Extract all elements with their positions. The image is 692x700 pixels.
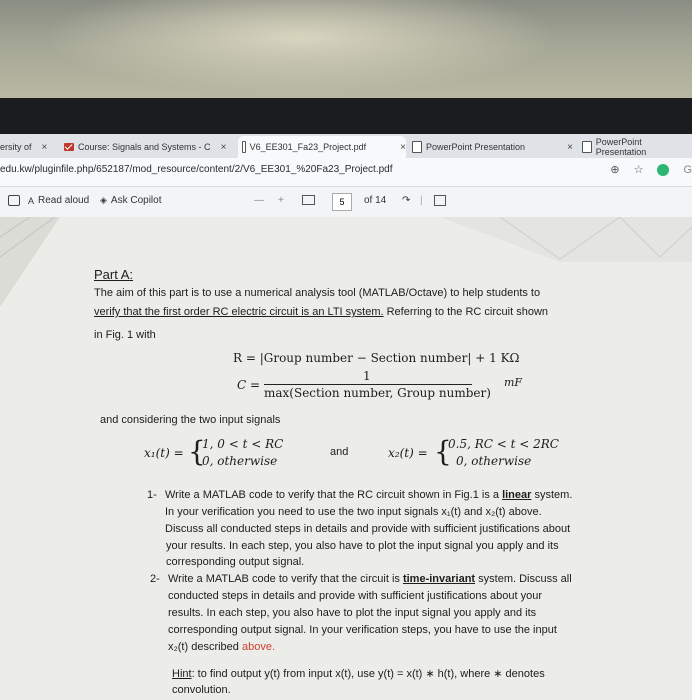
contents-icon [8,195,20,206]
tab-university[interactable] [0,136,60,158]
item-1-line-5: corresponding output signal. [166,556,305,568]
pdf-toolbar [0,187,692,218]
x1-lhs: x₁(t) = [144,446,184,460]
read-aloud-label: Read aloud [38,195,90,206]
item-2-text: Write a MATLAB code to verify that the circuit is [168,573,403,585]
tab-powerpoint-2[interactable] [582,136,692,158]
tab-label: PowerPoint Presentation [595,137,647,157]
tab-label: ersity of [0,142,32,152]
tab-label: V6_EE301_Fa23_Project.pdf [249,142,367,152]
item-1-line-4: your results. In each step, you also have to plot the input signal you apply and its [166,540,559,552]
close-icon[interactable]: × [220,141,227,153]
draw-icon[interactable]: ↷ [402,195,411,206]
url-field[interactable]: edu.kw/pluginfile.php/652187/mod_resource/content/2/V6_EE301_%20Fa23_Project.pdf [0,164,393,175]
tab-label: PowerPoint Presentation [426,142,526,152]
x1-case-1: 1, 0 < t < RC [202,437,284,451]
x2-brace: { [434,435,452,468]
item-2-line-3: results. In each step, you also have to plot the input signal you apply and its [168,607,537,619]
item-1-tail: system. [531,489,573,501]
intro-line-3: in Fig. 1 with [94,329,156,341]
document-icon [242,141,246,153]
equation-c-numerator: 1 [363,369,371,383]
item-2-line-5 [168,639,275,655]
item-2-line-2: conducted steps in details and provide with sufficient justifications about your [168,590,543,602]
x2-lhs: x₂(t) = [388,446,428,460]
refresh-extension-icon[interactable]: G [683,163,692,176]
zoom-out-button[interactable]: — [254,195,264,206]
photo-background [0,0,692,98]
intro-line-2 [94,304,548,320]
x1-case-2: 0, otherwise [202,454,278,468]
ask-copilot-button[interactable] [100,195,162,206]
above-highlight: above. [241,641,275,653]
hint-line [172,666,545,682]
item-2-line-4: corresponding output signal. In your verification steps, you have to use the input [168,624,557,636]
item-2-line-5-text: x₂(t) described [168,641,242,653]
pdf-page [0,217,692,700]
zoom-in-button[interactable]: + [278,195,284,206]
and-text: and [330,446,349,458]
light-glare [40,0,560,95]
mail-icon [64,143,74,151]
browser-tab-bar [0,134,692,158]
favorite-star-icon[interactable]: ☆ [633,164,644,176]
hint-text: : to find output y(t) from input x(t), use y(t) = x(t) ∗ h(t), where ∗ denotes [191,668,545,680]
item-1-line-1 [165,487,572,503]
x2-case-2: 0, otherwise [456,454,532,468]
read-aloud-button[interactable] [28,195,89,206]
part-heading: Part A: [94,267,134,282]
document-content [0,217,692,700]
tab-course[interactable] [64,136,232,158]
item-2-number: 2- [150,573,160,585]
zoom-icon[interactable]: ⊕ [610,164,620,176]
ask-copilot-label: Ask Copilot [110,195,162,206]
hint-line-2: convolution. [172,684,231,696]
copilot-icon: ◈ [100,195,107,205]
tab-label: Course: Signals and Systems - C [78,142,211,152]
fit-page-icon[interactable] [302,195,315,205]
intro-line-1: The aim of this part is to use a numerical analysis tool (MATLAB/Octave) to help students to [94,287,541,299]
document-icon [582,141,592,153]
linear-keyword: linear [502,489,532,501]
tab-powerpoint-1[interactable] [412,136,576,158]
item-2-line-1 [168,571,572,587]
tab-project-pdf[interactable] [238,136,406,158]
item-2-tail: system. Discuss all [475,573,572,585]
contents-button[interactable] [8,195,20,206]
item-1-text: Write a MATLAB code to verify that the RC circuit shown in Fig.1 is a [165,489,503,501]
item-1-line-3: Discuss all conducted steps in details and provide with sufficient justifications about [165,523,571,535]
intro-underlined: verify that the first order RC electric circuit is an LTI system. [94,306,384,318]
close-icon[interactable]: × [400,141,406,153]
address-bar-actions [610,163,692,176]
read-aloud-icon: A [28,195,35,206]
page-view-icon[interactable] [434,195,446,206]
page-count: of 14 [364,195,387,206]
close-icon[interactable]: × [41,141,48,153]
document-icon [412,141,422,153]
intro-tail: Referring to the RC circuit shown [383,306,548,318]
consider-text: and considering the two input signals [100,414,281,426]
hint-label: Hint [172,668,192,680]
item-1-number: 1- [147,489,157,501]
address-bar [0,158,692,187]
time-invariant-keyword: time-invariant [402,573,476,585]
equation-r: R = |Group number − Section number| + 1 KΩ [233,351,520,365]
x1-brace: { [188,435,206,468]
x2-case-1: 0.5, RC < t < 2RC [448,437,559,451]
divider: | [420,195,423,206]
close-icon[interactable]: × [567,141,573,153]
item-1-line-2: In your verification you need to use the two input signals x₁(t) and x₂(t) above. [165,506,542,518]
extension-icon[interactable] [657,164,669,176]
monitor-bezel [0,98,692,134]
page-number-input[interactable]: 5 [332,193,352,211]
equation-c-lhs: C = [237,378,261,392]
equation-c-unit: mF [504,376,523,389]
equation-c-denominator: max(Section number, Group number) [264,386,491,400]
